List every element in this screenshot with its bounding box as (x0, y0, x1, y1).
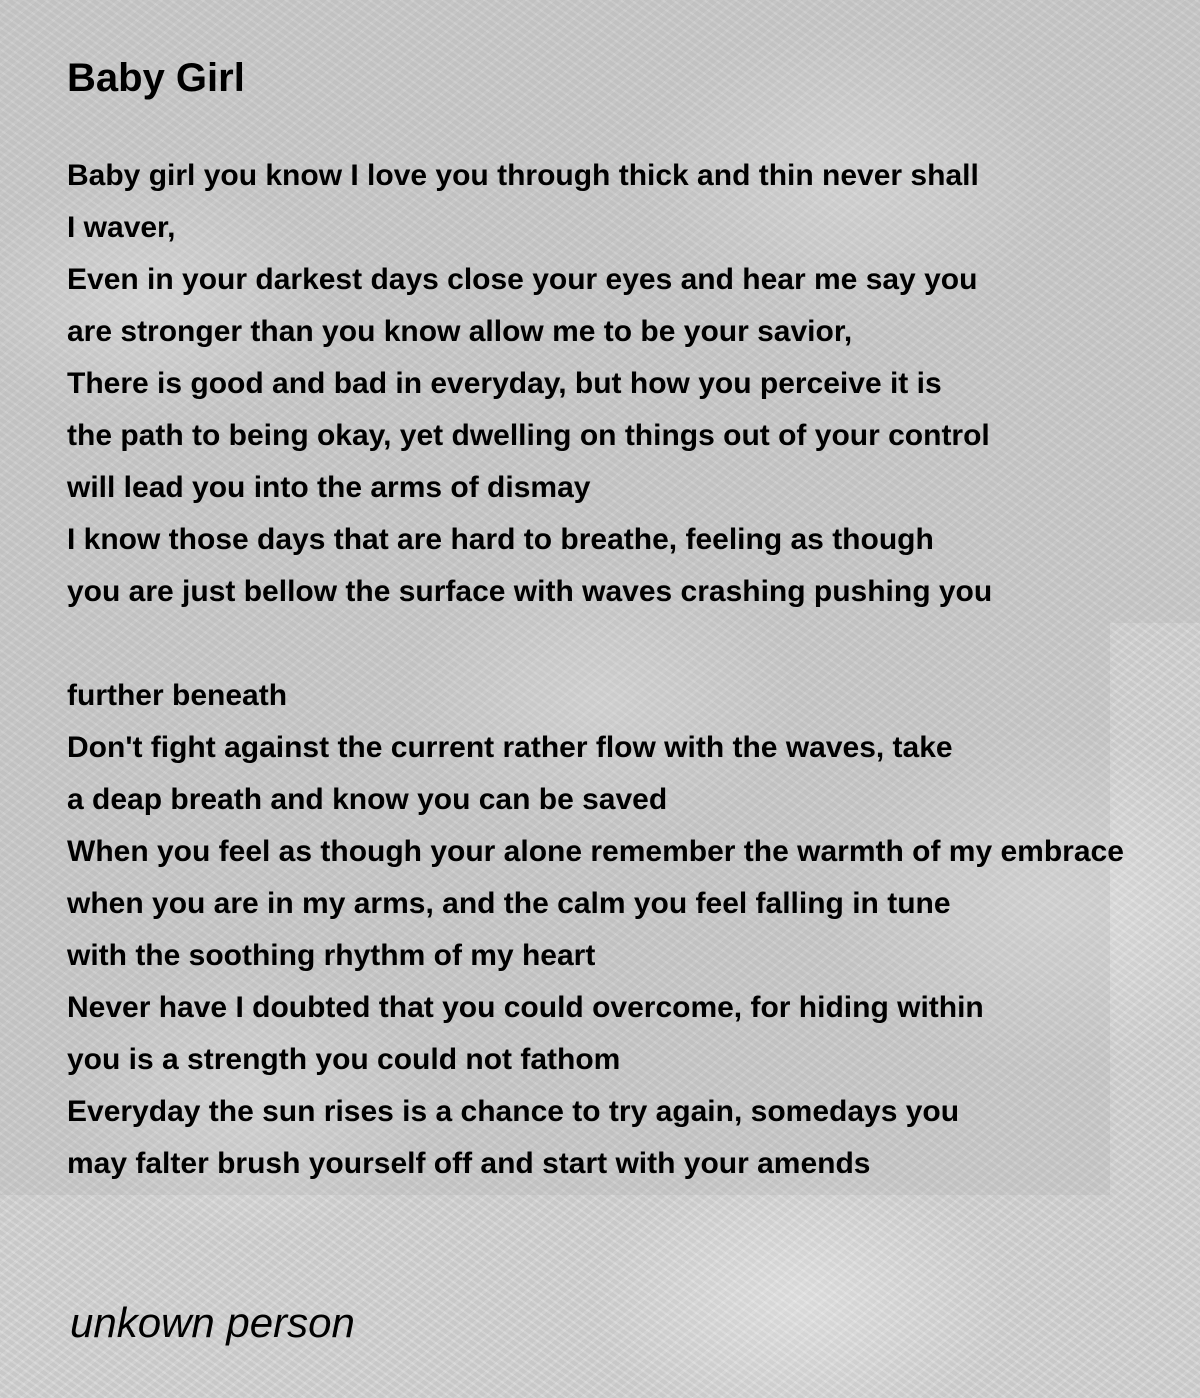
poem-line: Baby girl you know I love you through thick and thin never shall (67, 159, 979, 192)
poem-line: Everyday the sun rises is a chance to try again, somedays you (67, 1095, 960, 1128)
poem-line: Never have I doubted that you could overcome, for hiding within (67, 991, 984, 1024)
poem-stanza-1 (67, 150, 992, 618)
poem-line: will lead you into the arms of dismay (67, 471, 591, 504)
poem-line: further beneath (67, 679, 288, 712)
poem-line: with the soothing rhythm of my heart (67, 939, 596, 972)
poem-line: a deap breath and know you can be saved (67, 783, 668, 816)
poem-line: when you are in my arms, and the calm you feel falling in tune (67, 887, 951, 920)
poem-line: When you feel as though your alone remember the warmth of my embrace (67, 835, 1124, 868)
poem-line: Don't fight against the current rather flow with the waves, take (67, 731, 953, 764)
poem-line: may falter brush yourself off and start with your amends (67, 1147, 871, 1180)
poem-line: the path to being okay, yet dwelling on things out of your control (67, 419, 990, 452)
poem-line: I waver, (67, 211, 176, 244)
poem-line: There is good and bad in everyday, but how you perceive it is (67, 367, 942, 400)
poem-line: you is a strength you could not fathom (67, 1043, 621, 1076)
poem-author: unkown person (70, 1299, 355, 1346)
poem-stanza-2 (67, 670, 1124, 1190)
poem-line: are stronger than you know allow me to be your savior, (67, 315, 853, 348)
poem-line: Even in your darkest days close your eyes and hear me say you (67, 263, 978, 296)
poem-title: Baby Girl (67, 56, 245, 100)
poem-line: you are just bellow the surface with waves crashing pushing you (67, 575, 993, 608)
poem-line: I know those days that are hard to breathe, feeling as though (67, 523, 934, 556)
